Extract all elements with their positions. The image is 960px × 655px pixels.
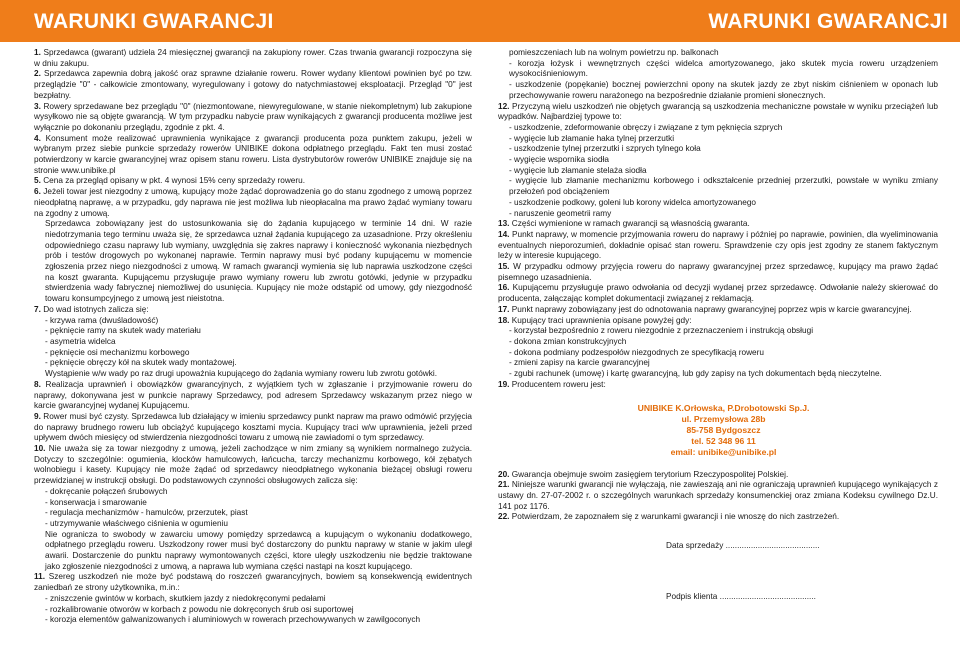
list-item: - wygięcie lub złamanie haka tylnej przerzutki	[509, 133, 675, 143]
clause-14: 14. Punkt naprawy, w momencie przyjmowania roweru do naprawy i później po naprawie, powinien, dla wyeliminowania eventualnych nieporozumień, dokładnie opisać stan roweru. Sprawdzenie czy opis jest zgodny ze stanem faktycznym leży w interesie kupującego.	[498, 229, 939, 261]
clause-15: 15. W przypadku odmowy przyjęcia roweru do naprawy gwarancyjnej przez sprzedawcę, kupujący ma prawo żądać pisemnego uzasadnienia.	[498, 262, 938, 282]
company-name: UNIBIKE K.Orłowska, P.Drobotowski Sp.J.	[637, 402, 810, 413]
list-item: - uszkodzenie tylnej przerzutki i szprych tylnego koła	[509, 144, 701, 154]
clause-5: 5. Cena za przegląd opisany w pkt. 4 wynosi 15% ceny sprzedaży roweru.	[34, 176, 306, 186]
clause-19: 19. Producentem roweru jest:	[498, 379, 606, 389]
client-signature-line: Podpis klienta ..........................................	[666, 591, 816, 601]
company-phone: tel. 52 348 96 11	[691, 435, 756, 446]
clause-9: 9. Rower musi być czysty. Sprzedawca lub działający w imieniu sprzedawcy punkt napraw ma prawo odmówić przyjęcia do naprawy brudnego roweru lub obciążyć kupującego kosztami mycia. Kupujący traci w/w uprawnienia, jeżeli przed upływem dwóch miesięcy od stwierdzenia niezgodności towaru z umową nie zawiadomi o tym sprzedawcy.	[34, 411, 473, 443]
list-item: - utrzymywanie właściwego ciśnienia w ogumieniu	[45, 518, 228, 528]
clause-7-text: Wystąpienie w/w wady po raz drugi upoważnia kupującego do żądania wymiany roweru lub zwrotu gotówki.	[45, 369, 438, 379]
right-column	[498, 48, 938, 602]
page-title-left: WARUNKI GWARANCJI	[34, 10, 274, 33]
clause-18: 18. Kupujący traci uprawnienia opisane powyżej gdy:	[498, 315, 692, 325]
list-item: - naruszenie geometrii ramy	[509, 208, 612, 218]
company-email: email: unibike@unibike.pl	[670, 446, 777, 457]
list-item: - uszkodzenie, zdeformowanie obręczy i związane z tym pęknięcia szprych	[509, 122, 783, 132]
list-item: - wygięcie wspornika siodła	[509, 155, 609, 165]
list-item: - asymetria widelca	[45, 336, 116, 346]
list-item: - zgubi rachunek (umowę) i kartę gwarancyjną, lub gdy zapisy na tych dokumentach będą nieczytelne.	[509, 369, 882, 379]
clause-22: 22. Potwierdzam, że zapoznałem się z warunkami gwarancji i nie wnoszę do nich zastrzeżeń.	[498, 512, 840, 522]
list-item: - wygięcie lub złamanie stelaża siodła	[509, 165, 647, 175]
clause-21: 21. Niniejsze warunki gwarancji nie wyłączają, nie zawieszają ani nie ograniczają uprawnień kupującego wynikających z ustawy dn. 27-07-2002 r. o szczególnych warunkach sprzedaży konsumenckiej oraz zmiana Kodeksu cywilnego Dz.U. 141 poz 1176.	[498, 480, 939, 511]
list-item: - dokona zmian konstrukcyjnych	[509, 336, 627, 346]
list-item: - pęknięcie obręczy kół na skutek wady montażowej.	[45, 358, 237, 368]
clause-13: 13. Części wymienione w ramach gwarancji są własnością gwaranta.	[498, 219, 750, 229]
company-street: ul. Przemysłowa 28b	[681, 413, 766, 424]
clause-16: 16. Kupującemu przysługuje prawo odwołania od decyzji wydanej przez sprzedawcę. Odwołanie należy skierować do producenta, załączając komplet dokumentacji związanej z reklamacją.	[498, 283, 939, 304]
sale-date-signature-line: Data sprzedaży .........................................	[666, 541, 820, 551]
clause-6-text: Sprzedawca zobowiązany jest do ustosunkowania się do żądania kupującego w terminie 14 dni. W razie niedotrzymania tego terminu uważa się, że sprzedawca uznał żądania kupującego za uzasadnione. Przy określeniu odpowiedniego czasu naprawy lub wymiany, uwzględnia się zakres naprawy i konieczność wykonania niezbędnych prób i testów drogowych po wykonanej naprawie. Termin naprawy musi być podany kupującemu w momencie zgłoszenia przez niego niezgodności z umową. W ramach gwarancji wymienia się lub naprawia uszkodzone części na koszt gwaranta. Kupującemu przysługuje prawo wymiany roweru lub zwrotu gotówki, jedynie w przypadku stwierdzenia wady fabrycznej niemożliwej do usunięcia. Kupujący nie może odstąpić od umowy, gdy niezgodność towaru konsumpcyjnego z umową jest nieistotna.	[45, 219, 472, 304]
clause-4: 4. Konsument może realizować uprawnienia wynikające z gwarancji producenta poza punktem zakupu, jeżeli w wybranym przez siebie punkcie sprzedaży rowerów UNIBIKE dokona odpłatnego przeglądu. Fakt ten musi zostać potwierdzony w karcie gwarancyjnej wraz opisem stanu roweru. Lista dystrybutorów rowerów UNIBIKE znajduje się na stronie www.unibike.pl	[34, 133, 472, 175]
page-title-right: WARUNKI GWARANCJI	[708, 10, 948, 33]
list-item: - regulacja mechanizmów - hamulców, przerzutek, piast	[45, 508, 248, 518]
list-item: - rozkalibrowanie otworów w korbach z powodu nie dokręconych śrub osi suportowej	[45, 604, 354, 614]
list-item: - uszkodzenie (popękanie) bocznej powierzchni opony na skutek jazdy ze zbyt niskim ciśnieniem w oponach lub przechowywanie roweru narażonego na bezpośrednie działanie promieni słonecznych.	[509, 80, 938, 100]
list-item: - pęknięcie ramy na skutek wady materiału	[45, 326, 201, 336]
clause-6: 6. Jeżeli towar jest niezgodny z umową, kupujący może żądać doprowadzenia go do stanu zgodnego z umową poprzez nieodpłatną naprawę, a w przypadku, gdy naprawa nie jest możliwa lub nieopłacalna ma prawo żądać wymiany towaru na zgodny z umową.	[34, 187, 472, 218]
list-item: - uszkodzenie podkowy, goleni lub korony widelca amortyzowanego	[509, 197, 757, 207]
list-item: - krzywa rama (dwuśladowość)	[45, 315, 159, 325]
list-item: - dokręcanie połączeń śrubowych	[45, 486, 168, 496]
list-item: - dokona podmiany podzespołów niezgodnych ze specyfikacją roweru	[509, 347, 764, 357]
company-city: 85-758 Bydgoszcz	[686, 424, 761, 435]
clause-17: 17. Punkt naprawy zobowiązany jest do odnotowania naprawy gwarancyjnej poprzez wpis w karcie gwarancyjnej.	[498, 304, 912, 314]
list-item: - zmieni zapisy na karcie gwarancyjnej	[509, 358, 650, 368]
clause-2: 2. Sprzedawca zapewnia dobrą jakość oraz sprawne działanie roweru. Rower wydany klientowi powinien być po tzw. przeglądzie "0" - całkowicie zmontowany, wyregulowany i gotowy do natychmiastowej eksploatacji. Przegląd "0" jest bezpłatny.	[34, 69, 472, 100]
clause-10-text: Nie ogranicza to swobody w zawarciu umowy pomiędzy sprzedawcą a kupującym o wykonaniu dodatkowego, odpłatnego przeglądu roweru. Uszkodzony rower musi być dostarczony do punktu naprawy w stanie w jakim uległ awarii. Dostarczenie do punktu naprawy wymontowanych części, ktore uległy uszkodzeniu nie będzie traktowane jako zgłoszenie niezgodności z umową, a naprawa lub wymiana części nastąpi na koszt kupującego.	[45, 529, 472, 571]
list-item: - korozja elementów galwanizowanych i aluminiowych w rowerach przechowywanych w zawilgoconych	[45, 615, 421, 625]
left-column	[34, 48, 472, 626]
clause-8: 8. Realizacja uprawnień i obowiązków gwarancyjnych, z wyjątkiem tych w zgłaszanie i przyjmowanie roweru do naprawy, dokonywana jest w punkcie naprawy Sprzedawcy, pod adresem Sprzedawcy wskazanym przez niego w karcie gwarancyjnej wydanej Kupującemu.	[34, 379, 472, 411]
list-item: - zniszczenie gwintów w korbach, skutkiem jazdy z niedokręconymi pedałami	[45, 593, 326, 603]
clause-7: 7. Do wad istotnych zalicza się:	[34, 304, 149, 314]
clause-1: 1. Sprzedawca (gwarant) udziela 24 miesięcznej gwarancji na zakupiony rower. Czas trwania gwarancji rozpoczyna się w dniu zakupu.	[34, 48, 472, 68]
clause-20: 20. Gwarancja obejmuje swoim zasięgiem terytorium Rzeczypospolitej Polskiej.	[498, 469, 789, 479]
clause-12: 12. Przyczyną wielu uszkodzeń nie objętych gwarancją są uszkodzenia mechaniczne powstałe w wyniku przeciążeń lub wypadków. Najbardziej typowe to:	[498, 101, 939, 122]
list-item: - konserwacja i smarowanie	[45, 497, 147, 507]
clause-11-continued: pomieszczeniach lub na wolnym powietrzu np. balkonach	[509, 48, 719, 57]
clause-11: 11. Szereg uszkodzeń nie może być podstawą do roszczeń gwarancyjnych, bowiem są konsekwencją ewidentnych zaniedbań ze strony użytkownika, m.in.:	[34, 572, 473, 593]
list-item: - wygięcie lub złamanie mechanizmu korbowego i odkształcenie przedniej przerzutki, powstałe w wyniku zmiany przełożeń pod obciążeniem	[509, 176, 938, 197]
list-item: - korzystał bezpośrednio z roweru niezgodnie z przeznaczeniem i instrukcją obsługi	[509, 326, 814, 336]
list-item: - korozja łożysk i wewnętrznych części widelca amortyzowanego, jako skutek mycia roweru urządzeniem wysokociśnieniowym.	[509, 58, 938, 79]
clause-3: 3. Rowery sprzedawane bez przeglądu "0" (niezmontowane, niewyregulowane, w stanie niekompletnym) lub zakupione wysyłkowo nie są objęte gwarancją. W tym przypadku nabycie praw wynikających z gwarancji producenta możliwe jest wyłącznie po dokonaniu przeglądu, zgodnie z pkt. 4.	[34, 101, 472, 132]
page-header	[0, 0, 960, 42]
clause-10: 10. Nie uważa się za towar niezgodny z umową, jeżeli zachodzące w nim zmiany są wynikiem normalnego zużycia. Dotyczy to szczególnie: ogumienia, klocków hamulcowych, łańcucha, tarczy mechanizmu korbowego, kół zębatych wolnobiegu i kasety. Kupujący nie może żądać od sprzedawcy nieodpłatnego wykonania bieżącej obsługi roweru przewidzianej w instrukcji obsługi. Do podstawowych czynności obsługowych zalicza się:	[34, 444, 472, 486]
list-item: - pęknięcie osi mechanizmu korbowego	[45, 347, 190, 357]
